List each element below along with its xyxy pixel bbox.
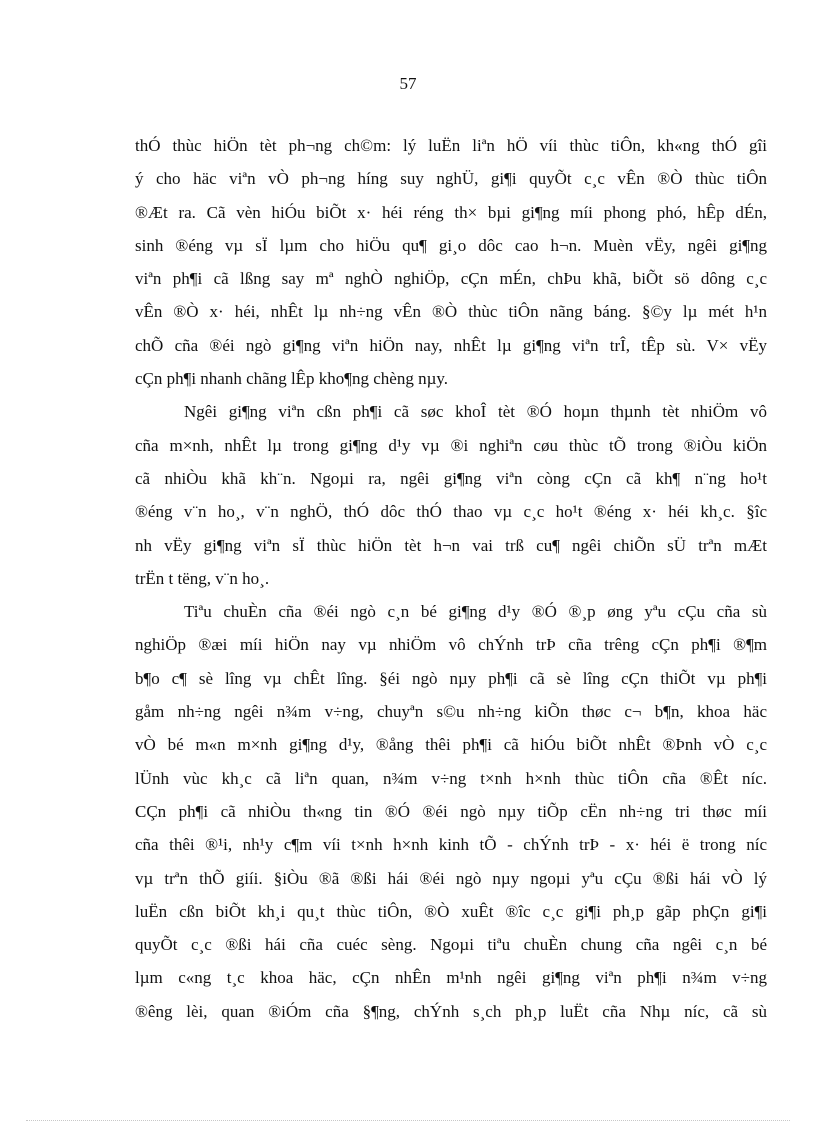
text-line: ®éng v¨n ho¸, v¨n nghÖ, thÓ dôc thÓ thao vµ c¸c ho¹t ®éng x· héi kh¸c. §îc [135, 502, 767, 522]
text-line: lÜnh vùc kh¸c cã liªn quan, n¾m v÷ng t×nh h×nh thùc tiÔn cña ®Êt níc. [135, 768, 767, 788]
text-line: trËn t tëng, v¨n ho¸. [135, 568, 270, 588]
paragraph-1 [135, 129, 767, 395]
page-number: 57 [399, 74, 417, 93]
paragraph-2 [135, 395, 767, 595]
text-line: cña thêi ®¹i, nh¹y c¶m víi t×nh h×nh kinh tÕ - chÝnh trÞ - x· héi ë trong níc [135, 835, 767, 855]
text-line: quyÕt c¸c ®ßi hái cña cuéc sèng. Ngoµi tiªu chuÈn chung cña ngêi c¸n bé [135, 935, 767, 955]
text-line: ®Æt ra. Cã vèn hiÓu biÕt x· héi réng th× bµi gi¶ng míi phong phó, hÊp dÉn, [135, 202, 767, 222]
text-line: vµ trªn thÕ giíi. §iÒu ®ã ®ßi hái ®éi ngò nµy ngoµi yªu cÇu ®ßi hái vÒ lý [135, 868, 767, 888]
text-line: luËn cßn biÕt kh¸i qu¸t thùc tiÔn, ®Ò xuÊt ®îc c¸c gi¶i ph¸p gãp phÇn gi¶i [135, 901, 767, 921]
text-line: CÇn ph¶i cã nhiÒu th«ng tin ®Ó ®éi ngò nµy tiÕp cËn nh÷ng tri thøc míi [135, 801, 767, 821]
text-line: nh vËy gi¶ng viªn sÏ thùc hiÖn tèt h¬n vai trß cu¶ ngêi chiÕn sÜ trªn mÆt [135, 535, 767, 555]
text-line: cña m×nh, nhÊt lµ trong gi¶ng d¹y vµ ®i nghiªn cøu thùc tÕ trong ®iÒu kiÖn [135, 435, 767, 455]
text-line: gåm nh÷ng ngêi n¾m v÷ng, chuyªn s©u nh÷ng kiÕn thøc c¬ b¶n, khoa häc [135, 702, 767, 722]
text-line: cÇn ph¶i nhanh chãng lÊp kho¶ng chèng nµy. [135, 369, 449, 389]
text-line: ý cho häc viªn vÒ ph¬ng híng suy nghÜ, gi¶i quyÕt c¸c vÊn ®Ò thùc tiÔn [135, 169, 767, 189]
text-line: b¶o c¶ sè lîng vµ chÊt lîng. §éi ngò nµy ph¶i cã sè lîng cÇn thiÕt vµ ph¶i [135, 668, 767, 688]
text-line: ®êng lèi, quan ®iÓm cña §¶ng, chÝnh s¸ch ph¸p luËt cña Nhµ níc, cã sù [135, 1001, 767, 1021]
text-line: Tiªu chuÈn cña ®éi ngò c¸n bé gi¶ng d¹y ®Ó ®¸p øng yªu cÇu cña sù [184, 602, 767, 622]
text-line: vÊn ®Ò x· héi, nhÊt lµ nh÷ng vÊn ®Ò thùc tiÔn nãng báng. §©y lµ mét h¹n [135, 302, 767, 322]
text-line: vÒ bé m«n m×nh gi¶ng d¹y, ®ång thêi ph¶i cã hiÓu biÕt nhÊt ®Þnh vÒ c¸c [135, 735, 767, 755]
text-line: chÕ cña ®éi ngò gi¶ng viªn hiÖn nay, nhÊt lµ gi¶ng viªn trÎ, tÊp sù. V× vËy [135, 335, 767, 355]
text-line: thÓ thùc hiÖn tèt ph¬ng ch©m: lý luËn liªn hÖ víi thùc tiÔn, kh«ng thÓ gîi [135, 136, 767, 155]
text-line: lµm c«ng t¸c khoa häc, cÇn nhÊn m¹nh ngêi gi¶ng viªn ph¶i n¾m v÷ng [135, 968, 767, 988]
body-text [135, 129, 767, 1028]
text-line: nghiÖp ®æi míi hiÖn nay vµ nhiÖm vô chÝnh trÞ cña trêng cÇn ph¶i ®¶m [135, 635, 767, 655]
page-bottom-divider [26, 1120, 790, 1121]
text-line: cã nhiÒu khã kh¨n. Ngoµi ra, ngêi gi¶ng viªn còng cÇn cã kh¶ n¨ng ho¹t [135, 468, 767, 488]
text-line: viªn ph¶i cã lßng say mª nghÒ nghiÖp, cÇn mÉn, chÞu khã, biÕt sö dông c¸c [135, 269, 767, 289]
paragraph-3 [135, 595, 767, 1028]
text-line: Ngêi gi¶ng viªn cßn ph¶i cã søc khoÎ tèt ®Ó hoµn thµnh tèt nhiÖm vô [184, 402, 767, 422]
text-line: sinh ®éng vµ sÏ lµm cho hiÖu qu¶ gi¸o dôc cao h¬n. Muèn vËy, ngêi gi¶ng [135, 235, 767, 255]
